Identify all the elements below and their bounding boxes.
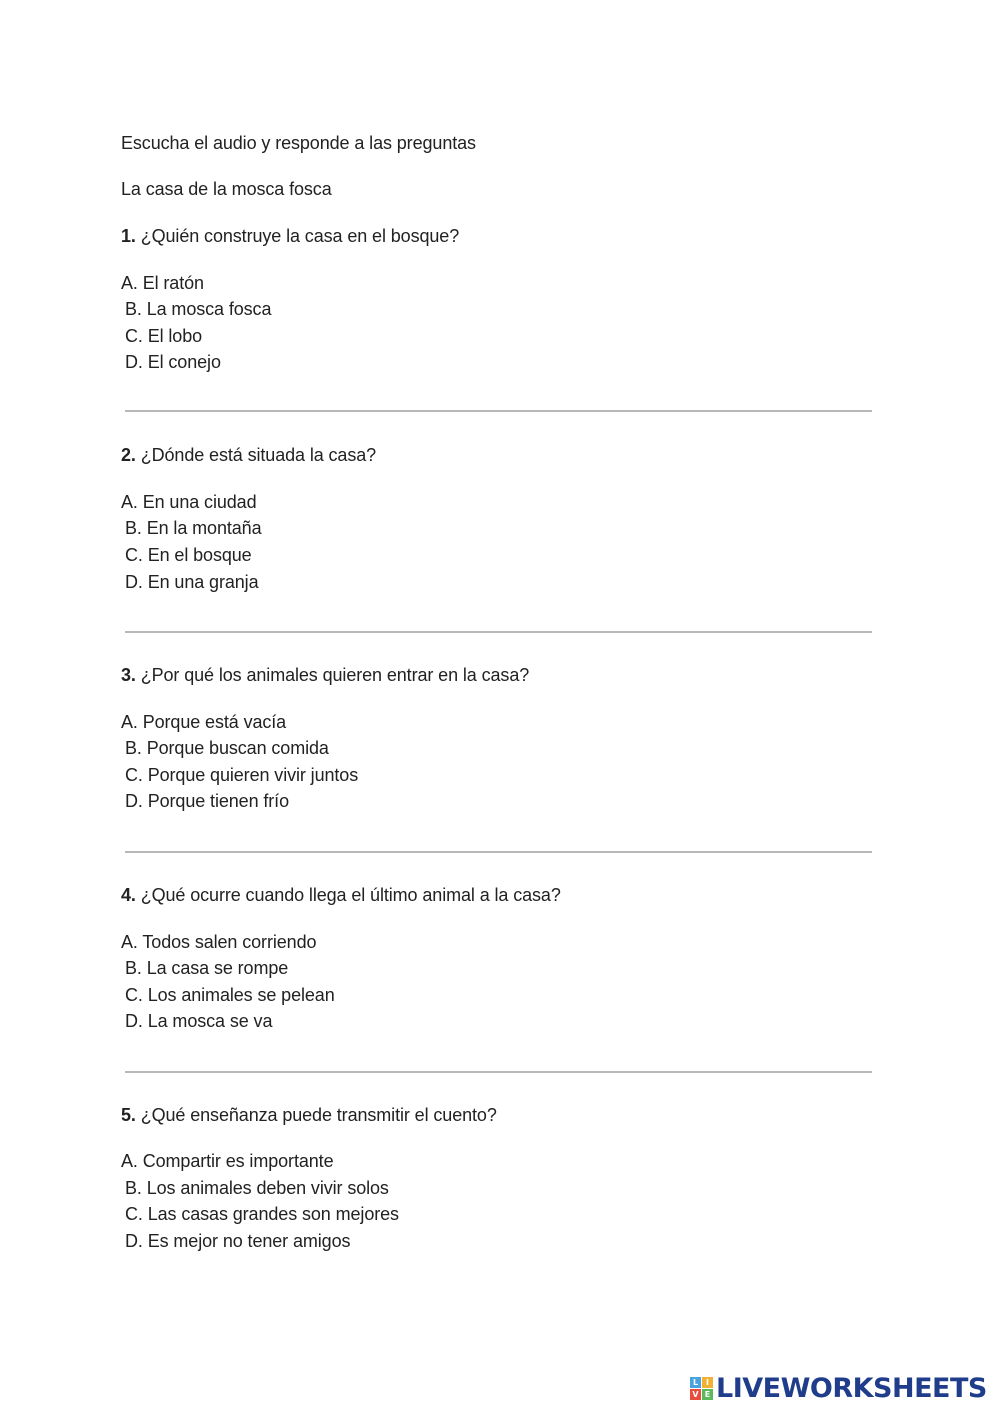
divider-3 (125, 851, 872, 853)
option-3b[interactable]: B. Porque buscan comida (125, 738, 329, 758)
option-4b[interactable]: B. La casa se rompe (125, 958, 289, 978)
logo-tile-e: E (702, 1389, 713, 1400)
instruction-text: Escucha el audio y responde a las preguntas (121, 133, 476, 153)
logo-tile-l: L (690, 1377, 701, 1388)
option-2a[interactable]: A. En una ciudad (121, 492, 257, 512)
question-text: ¿Por qué los animales quieren entrar en la casa? (140, 665, 530, 685)
logo-tile-i: I (702, 1377, 713, 1388)
divider-1 (125, 410, 872, 412)
question-2 (121, 444, 376, 466)
question-number: 5. (121, 1105, 136, 1125)
option-5b[interactable]: B. Los animales deben vivir solos (125, 1178, 389, 1198)
option-4c[interactable]: C. Los animales se pelean (125, 985, 335, 1005)
option-3c[interactable]: C. Porque quieren vivir juntos (125, 765, 359, 785)
option-1b[interactable]: B. La mosca fosca (125, 299, 272, 319)
option-4a[interactable]: A. Todos salen corriendo (121, 932, 317, 952)
option-1c[interactable]: C. El lobo (125, 326, 203, 346)
question-text: ¿Dónde está situada la casa? (140, 445, 377, 465)
option-1d[interactable]: D. El conejo (125, 352, 221, 372)
divider-2 (125, 631, 872, 633)
divider-4 (125, 1071, 872, 1073)
question-1 (121, 225, 459, 247)
option-2c[interactable]: C. En el bosque (125, 545, 252, 565)
story-title: La casa de la mosca fosca (121, 179, 332, 199)
question-number: 4. (121, 885, 136, 905)
question-number: 1. (121, 226, 136, 246)
question-text: ¿Quién construye la casa en el bosque? (140, 226, 460, 246)
question-number: 3. (121, 665, 136, 685)
option-2b[interactable]: B. En la montaña (125, 518, 262, 538)
liveworksheets-logo (690, 1372, 987, 1404)
option-5d[interactable]: D. Es mejor no tener amigos (125, 1231, 351, 1251)
option-1a[interactable]: A. El ratón (121, 273, 204, 293)
logo-text: LIVEWORKSHEETS (716, 1372, 987, 1404)
question-5 (121, 1104, 497, 1126)
option-2d[interactable]: D. En una granja (125, 572, 259, 592)
option-5a[interactable]: A. Compartir es importante (121, 1151, 334, 1171)
option-5c[interactable]: C. Las casas grandes son mejores (125, 1204, 399, 1224)
question-text: ¿Qué enseñanza puede transmitir el cuento? (140, 1105, 497, 1125)
question-4 (121, 884, 561, 906)
logo-grid-icon (690, 1377, 713, 1400)
question-3 (121, 664, 529, 686)
option-3a[interactable]: A. Porque está vacía (121, 712, 287, 732)
option-3d[interactable]: D. Porque tienen frío (125, 791, 289, 811)
logo-tile-v: V (690, 1389, 701, 1400)
option-4d[interactable]: D. La mosca se va (125, 1011, 273, 1031)
question-text: ¿Qué ocurre cuando llega el último animal a la casa? (140, 885, 561, 905)
question-number: 2. (121, 445, 136, 465)
